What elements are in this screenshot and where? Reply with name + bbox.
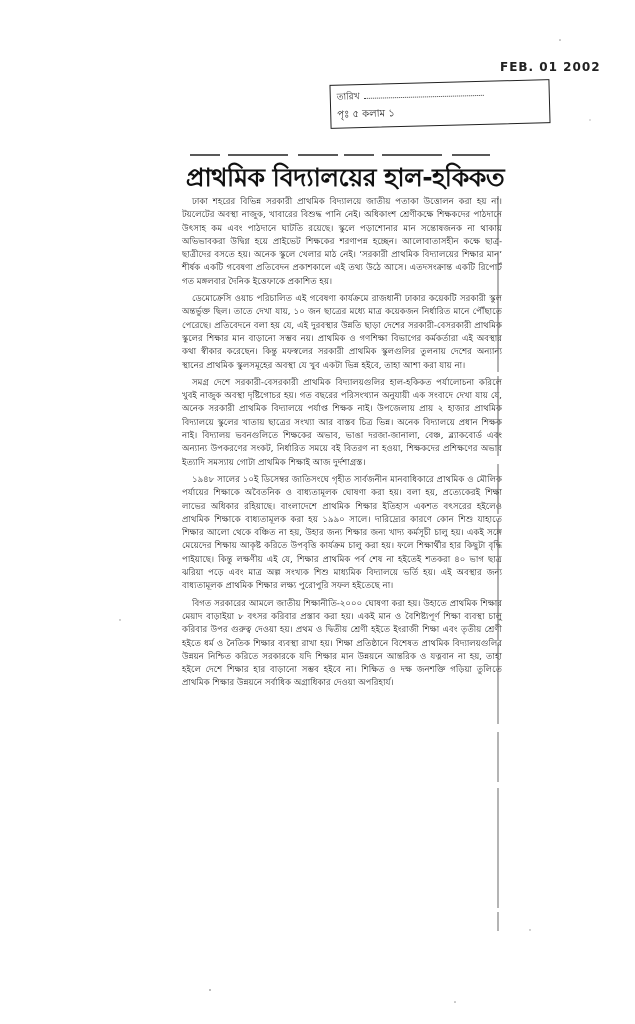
headline-rule (190, 150, 490, 160)
reference-page-label: পৃঃ ৫ কলাম ১ (337, 108, 395, 121)
article-paragraph: সমগ্র দেশে সরকারী-বেসরকারী প্রাথমিক বিদ্যালয়গুলির হাল-হকিকত পর্যালোচনা করিলে খুবই নাজুক অবস্থা দৃষ্টিগোচর হয়। গত বছরের পরিসংখ্যান অনুযায়ী এক সংবাদে দেখা যায় যে, অনেক সরকারী প্রাথমিক বিদ্যালয়ে পর্যাপ্ত শিক্ষক নাই। উপজেলায় প্রায় ২ হাজার প্রাথমিক বিদ্যালয়ে স্কুলের খাতায় ছাত্রের সংখ্যা আর বাস্তব চিত্র ভিন্ন। অনেক বিদ্যালয়ে প্রধান শিক্ষক নাই। বিদ্যালয় ভবনগুলিতে শিক্ষকের অভাব, ভাঙা দরজা-জানালা, বেঞ্চ, ব্ল্যাকবোর্ড এবং অন্যান্য উপকরণের সংকট, নির্ধারিত সময়ে বই বিতরণ না হওয়া, শিক্ষকদের প্রশিক্ষণের অভাব ইত্যাদি সমস্যায় গোটা প্রাথমিক শিক্ষাই আজ দুর্দশাগ্রস্ত। (182, 377, 502, 468)
date-stamp: FEB. 01 2002 (500, 60, 601, 74)
reference-line-page (337, 106, 395, 125)
reference-date-label: তারিখ (336, 92, 360, 103)
clipping-edge-line (497, 196, 499, 931)
article-paragraph: ১৯৪৮ সালের ১০ই ডিসেম্বর জাতিসংঘে গৃহীত সার্বজনীন মানবাধিকারে প্রাথমিক ও মৌলিক পর্যায়ের শিক্ষাকে অবৈতনিক ও বাধ্যতামূলক ঘোষণা করা হয়। বলা হয়, প্রত্যেকেরই শিক্ষা লাভের অধিকার রহিয়াছে। বাংলাদেশে প্রাথমিক শিক্ষার ইতিহাস একশত বৎসরের হইলেও প্রাথমিক শিক্ষাকে বাধ্যতামূলক করা হয় ১৯৯০ সালে। দারিদ্র্যের কারণে কোন শিশু যাহাতে শিক্ষার আলো থেকে বঞ্চিত না হয়, উহার জন্য শিক্ষার জন্য খাদ্য কর্মসূচী চালু হয়। একই সঙ্গে মেয়েদের শিক্ষায় আকৃষ্ট করিতে উপবৃত্তি কার্যক্রম চালু করা হয়। ফলে শিক্ষার্থীর হার কিছুটা বৃদ্ধি পাইয়াছে। কিন্তু লক্ষণীয় এই যে, শিক্ষার প্রাথমিক পর্ব শেষ না হইতেই শতকরা ৪০ ভাগ ছাত্র ঝরিয়া পড়ে এবং মাত্র অল্প সংখ্যক শিশু মাধ্যমিক বিদ্যালয়ে ভর্তি হয়। এই অবস্থার জন্য বাধ্যতামূলক প্রাথমিক শিক্ষার লক্ষ্য পুরোপুরি সফল হইতেছে না। (182, 474, 502, 592)
article-paragraph: ঢাকা শহরের বিভিন্ন সরকারী প্রাথমিক বিদ্যালয়ে জাতীয় পতাকা উত্তোলন করা হয় না। টয়লেটের অবস্থা নাজুক, খাবারের বিশুদ্ধ পানি নেই। অধিকাংশ শ্রেণীকক্ষে শিক্ষকদের পাঠদানে উৎসাহ কম এবং পাঠদানে ঘাটতি রয়েছে। স্কুলে পড়াশোনার মান সন্তোষজনক না থাকায় অভিভাবকরা উদ্বিগ্ন হয়ে প্রাইভেট শিক্ষকের শরণাপন্ন হচ্ছেন। আলোবাতাসহীন কক্ষে ছাত্র-ছাত্রীদের বসতে হয়। অনেক স্কুলে খেলার মাঠ নেই। ‘সরকারী প্রাথমিক বিদ্যালয়ের শিক্ষার মান’ শীর্ষক একটি গবেষণা প্রতিবেদন প্রকাশকালে এই তথ্য উঠে আসে। এতদসংক্রান্ত একটি রিপোর্ট গত মঙ্গলবার দৈনিক ইত্তেফাকে প্রকাশিত হয়। (182, 197, 502, 287)
reference-box (329, 79, 550, 129)
article-paragraph: বিগত সরকারের আমলে জাতীয় শিক্ষানীতি-২০০০ ঘোষণা করা হয়। উহাতে প্রাথমিক শিক্ষার মেয়াদ বাড়াইয়া ৮ বৎসর করিবার প্রস্তাব করা হয়। একই মান ও বৈশিষ্ট্যপূর্ণ শিক্ষা ব্যবস্থা চালু করিবার উপর গুরুত্ব দেওয়া হয়। প্রথম ও দ্বিতীয় শ্রেণী হইতে ইংরাজী শিক্ষা এবং তৃতীয় শ্রেণী হইতে ধর্ম ও নৈতিক শিক্ষার ব্যবস্থা রাখা হয়। শিক্ষা প্রতিষ্ঠানে বিশেষত প্রাথমিক বিদ্যালয়গুলির উন্নয়ন নিশ্চিত করিতে সরকারকে যদি শিক্ষার মান উন্নয়নে আন্তরিক ও যত্নবান না হয়, তাহা হইলে দেশে শিক্ষার হার বাড়ানো সম্ভব হইবে না। শিক্ষিত ও দক্ষ জনশক্তি গড়িয়া তুলিতে প্রাথমিক শিক্ষার উন্নয়নে সর্বাধিক অগ্রাধিকার দেওয়া অপরিহার্য। (182, 598, 502, 689)
article-body (182, 196, 502, 695)
article-paragraph: ডেমোক্রেসি ওয়াচ পরিচালিত এই গবেষণা কার্যক্রমে রাজধানী ঢাকার কয়েকটি সরকারী স্কুল অন্তর্ভুক্ত ছিল। তাতে দেখা যায়, ১০ জন ছাত্রের মধ্যে মাত্র কয়েকজন নির্ধারিত মানে পৌঁছাতে পেরেছে। প্রতিবেদনে বলা হয় যে, এই দুরবস্থার উন্নতি ছাড়া দেশের সরকারী-বেসরকারী প্রাথমিক স্কুলের শিক্ষার মান বাড়ানো সম্ভব নয়। প্রাথমিক ও গণশিক্ষা বিভাগের কর্মকর্তারা এই অবস্থার কথা স্বীকার করেছেন। কিন্তু মফস্বলের সরকারী প্রাথমিক স্কুলগুলির তুলনায় দেশের অন্যান্য স্থানের প্রাথমিক স্কুলসমূহের অবস্থা যে খুব একটা ভিন্ন হইবে, তাহা আশা করা যায় না। (182, 294, 502, 371)
reference-line-date (337, 86, 484, 105)
article-headline: প্রাথমিক বিদ্যালয়ের হাল-হকিকত (185, 163, 505, 192)
